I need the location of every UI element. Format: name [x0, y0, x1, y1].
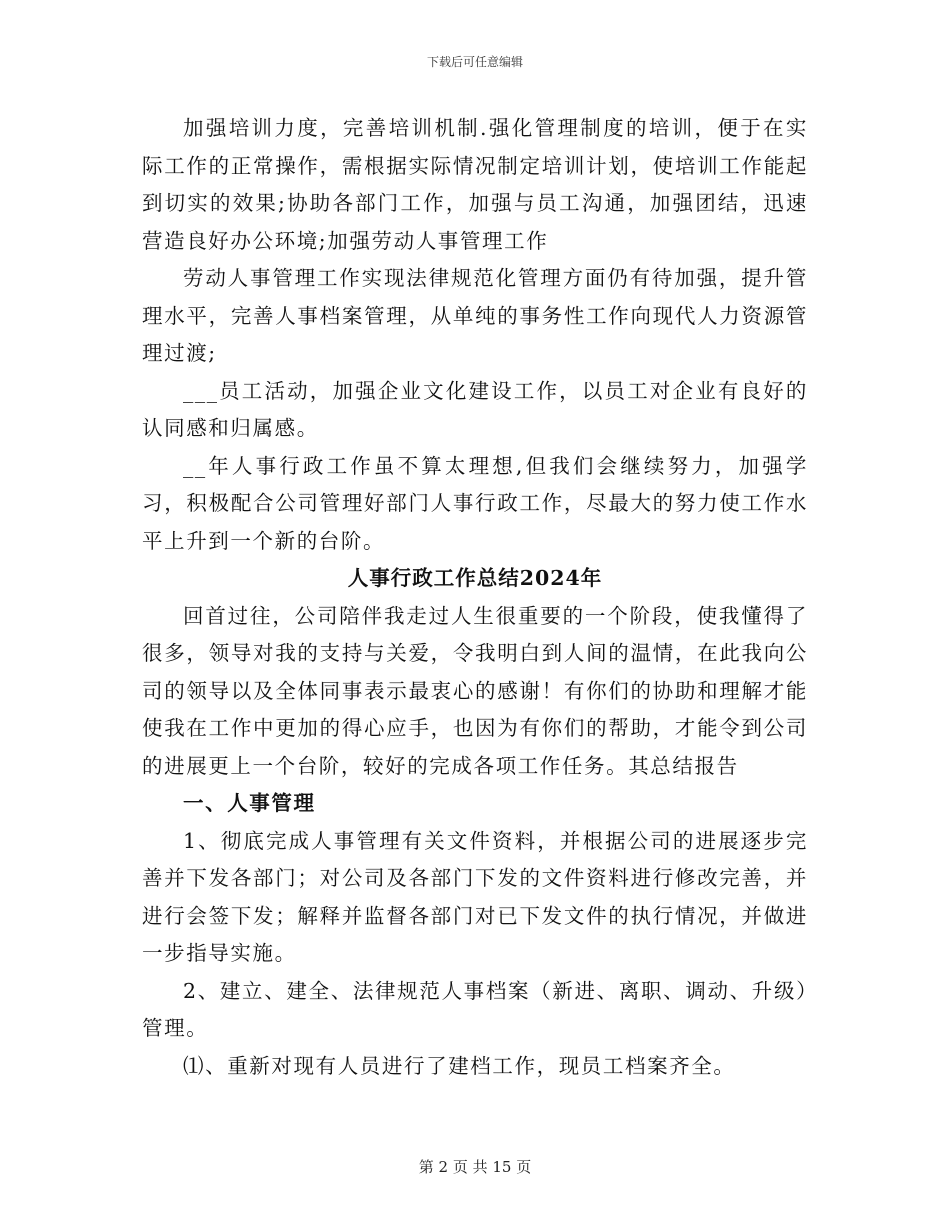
page-header-note: 下载后可任意编辑	[426, 55, 523, 69]
page-number: 第 2 页 共 15 页	[418, 1158, 532, 1176]
paragraph-intro: 回首过往，公司陪伴我走过人生很重要的一个阶段，使我懂得了很多，领导对我的支持与关爱，令我明白到人间的温情，在此我向公司的领导以及全体同事表示最衷心的感谢！有你们的协助和理解才能使我在工作中更加的得心应手，也因为有你们的帮助，才能令到公司的进展更上一个台阶，较好的完成各项工作任务。其总结报告	[142, 603, 808, 778]
paragraph-training: 加强培训力度，完善培训机制.强化管理制度的培训，便于在实际工作的正常操作，需根据实际情况制定培训计划，使培训工作能起到切实的效果;协助各部门工作，加强与员工沟通，加强团结，迅速营造良好办公环境;加强劳动人事管理工作	[142, 116, 808, 253]
section-title: 人事行政工作总结2024年	[347, 566, 603, 590]
paragraph-labor-management: 劳动人事管理工作实现法律规范化管理方面仍有待加强，提升管理水平，完善人事档案管理，从单纯的事务性工作向现代人力资源管理过渡;	[142, 266, 808, 365]
paragraph-employee-activities: ___员工活动，加强企业文化建设工作，以员工对企业有良好的认同感和归属感。	[142, 378, 808, 440]
section-heading-personnel: 一、人事管理	[183, 791, 316, 815]
paragraph-year-outlook: __年人事行政工作虽不算太理想,但我们会继续努力，加强学习，积极配合公司管理好部门人事行政工作，尽最大的努力使工作水平上升到一个新的台阶。	[142, 453, 808, 553]
list-item-2: 2、建立、建全、法律规范人事档案（新进、离职、调动、升级）管理。	[142, 978, 808, 1040]
list-item-2-sub-1: ⑴、重新对现有人员进行了建档工作，现员工档案齐全。	[183, 1053, 736, 1078]
document-body	[142, 110, 808, 1085]
list-item-1: 1、彻底完成人事管理有关文件资料，并根据公司的进展逐步完善并下发各部门；对公司及各部门下发的文件资料进行修改完善，并进行会签下发；解释并监督各部门对已下发文件的执行情况，并做进一步指导实施。	[142, 828, 808, 965]
